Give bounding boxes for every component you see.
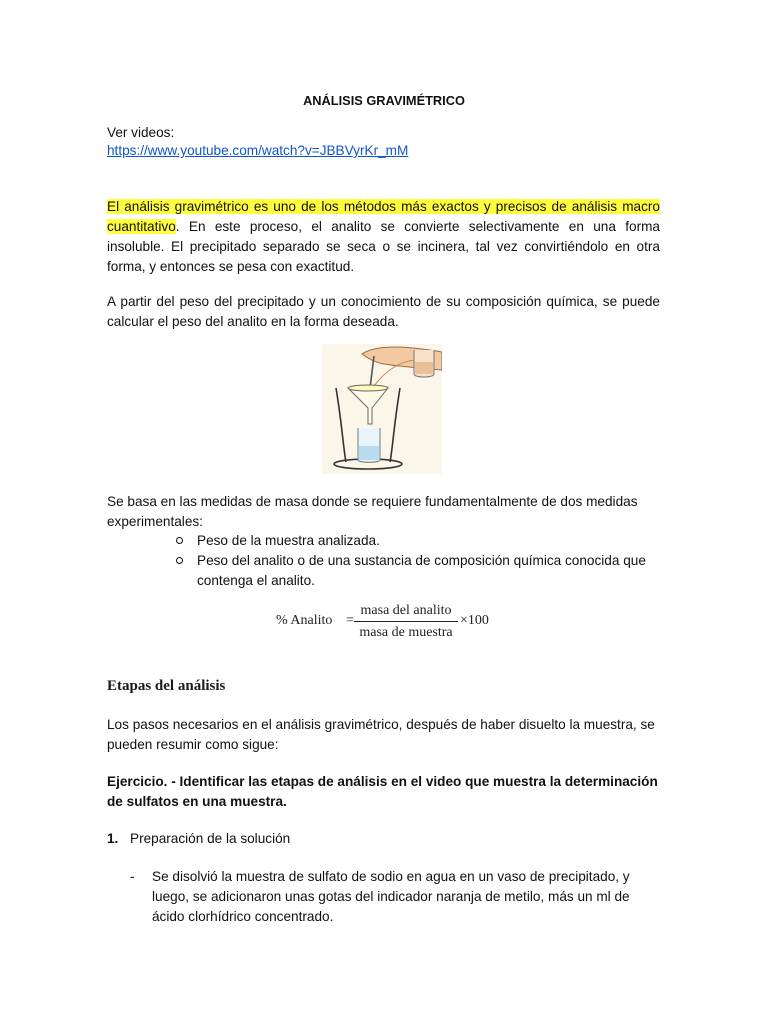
formula-equals: = xyxy=(346,613,354,628)
bullet-marker xyxy=(176,557,183,564)
highlighted-text: El análisis gravimétrico es uno de los métodos más exactos y precisos de análisis macro cuantitativo xyxy=(107,199,660,234)
intro-rest: . En este proceso, el analito se convierte selectivamente en una forma insoluble. El precipitado separado se seca o se incinera, tal vez convirtiéndolo en otra forma, y entonces se pesa con exactitud. xyxy=(107,219,660,274)
formula-factor: ×100 xyxy=(460,613,489,628)
intro-paragraph xyxy=(107,197,660,277)
videos-label: Ver videos: xyxy=(107,125,175,140)
exercise-paragraph: Ejercicio. - Identificar las etapas de análisis en el video que muestra la determinación de sulfatos en una muestra. xyxy=(107,774,658,809)
page-title: ANÁLISIS GRAVIMÉTRICO xyxy=(303,93,465,108)
fraction-bar xyxy=(354,621,458,622)
percent-analito-formula xyxy=(268,599,508,645)
section-heading: Etapas del análisis xyxy=(107,678,226,694)
formula-denominator: masa de muestra xyxy=(359,625,453,640)
step-number: 1. xyxy=(107,831,119,846)
formula-numerator: masa del analito xyxy=(360,603,452,618)
dash-marker: - xyxy=(130,869,135,884)
step-detail: Se disolvió la muestra de sulfato de sodio en agua en un vaso de precipitado, y luego, se adicionaron unas gotas del indicador naranja de metilo, más un ml de ácido clorhídrico concentrado. xyxy=(152,869,630,924)
youtube-link[interactable]: https://www.youtube.com/watch?v=JBBVyrKr_mM xyxy=(107,143,409,158)
paragraph-medidas: Se basa en las medidas de masa donde se requiere fundamentalmente de dos medidas experimentales: xyxy=(107,494,638,529)
bullet-item-1: Peso de la muestra analizada. xyxy=(197,533,380,548)
paragraph-peso-precipitado: A partir del peso del precipitado y un conocimiento de su composición química, se puede calcular el peso del analito en la forma deseada. xyxy=(107,294,660,329)
step-label: Preparación de la solución xyxy=(130,831,291,846)
bullet-marker xyxy=(176,537,183,544)
paragraph-pasos: Los pasos necesarios en el análisis gravimétrico, después de haber disuelto la muestra, se pueden resumir como sigue: xyxy=(107,717,655,752)
formula-lhs: % Analito xyxy=(276,613,333,628)
bullet-item-2: Peso del analito o de una sustancia de composición química conocida que contenga el analito. xyxy=(197,553,646,588)
filtration-illustration xyxy=(322,344,442,474)
